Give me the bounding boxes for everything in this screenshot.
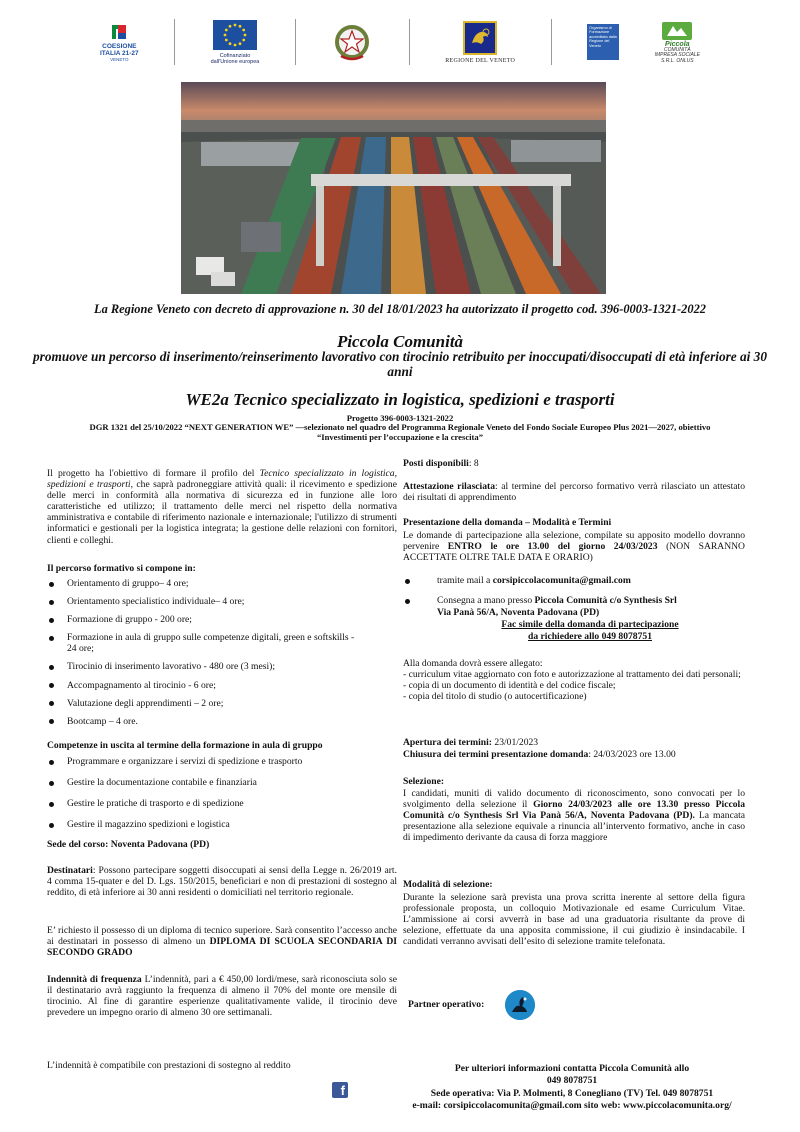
repubblica-emblem	[331, 14, 373, 70]
pc-line1: Piccola	[665, 41, 690, 48]
coesione-line2: ITALIA 21-27	[100, 50, 139, 57]
list-item: Gestire il magazzino spedizioni e logistica	[47, 819, 397, 830]
divider	[551, 19, 552, 65]
submission-list	[403, 575, 745, 606]
organismo-formazione-logo	[587, 14, 619, 70]
allegato-title: Alla domanda dovrà essere allegato:	[403, 658, 543, 669]
logo-strip	[100, 14, 700, 70]
apertura-value: 23/01/2023	[492, 737, 539, 748]
list-item: Gestire la documentazione contabile e finanziaria	[47, 777, 397, 788]
posti-value: : 8	[468, 458, 479, 469]
list-item: Gestire le pratiche di trasporto e di spedizione	[47, 798, 397, 809]
modalita-paragraph: Durante la selezione sarà prevista una prova scritta inerente al settore della figura professionale proposta, un colloquio Motivazionale ed esame Curriculum Vitae. L’ammissione ai corsi avverrà in base ad una graduatoria risultante da prove di selezione, effettuate da una apposita commissione, il cui giudizio è insindacabile. I candidati verranno avvisati dell’esito di selezione tramite telefonata.	[403, 892, 745, 948]
coesione-italia-logo	[100, 14, 139, 70]
selezione-paragraph	[403, 788, 745, 843]
divider	[174, 19, 175, 65]
course-title: WE2a Tecnico specializzato in logistica, spedizioni e trasporti	[185, 390, 615, 409]
fac-simile-line1: Fac simile della domanda di partecipazione	[501, 619, 679, 630]
logistics-terminal-photo	[181, 82, 606, 294]
list-item: Programmare e organizzare i servizi di spedizione e trasporto	[47, 756, 397, 767]
percorso-title: Il percorso formativo si compone in:	[47, 563, 196, 574]
coesione-mark-icon	[108, 21, 130, 43]
competenze-title: Competenze in uscita al termine della formazione in aula di gruppo	[47, 740, 323, 751]
presentazione-title: Presentazione della domanda – Modalità e Termini	[403, 517, 612, 528]
italian-emblem-icon	[331, 21, 373, 63]
intro-paragraph	[47, 468, 397, 546]
consegna-address: Via Panà 56/A, Noventa Padovana (PD)	[437, 607, 600, 618]
apertura-label: Apertura dei termini:	[403, 737, 492, 748]
destinatari-paragraph	[47, 865, 397, 898]
project-code: Progetto 396-0003-1321-2022	[346, 413, 454, 423]
chiusura-value: : 24/03/2023 ore 13.00	[588, 749, 676, 760]
dgr-line: DGR 1321 del 25/10/2022 “NEXT GENERATION WE” —selezionato nel quadro del Programma Regionale Veneto del Fondo Sociale Europeo Plus 2021—2027, obiettivo “Investimenti per l’occupazione e la crescita”	[89, 422, 711, 442]
percorso-list	[47, 578, 397, 727]
piccola-comunita-mark-icon	[658, 20, 696, 42]
destinatari-label: Destinatari	[47, 865, 93, 876]
indennita-text: L’indennità, pari a € 450,00 lordi/mese, sarà riconosciuta solo se il destinatario avrà raggiunto la frequenza di almeno il 70% del monte ore mensile di tirocinio. Al fine di garantire esperienze qualitativamente valide, il tirocinio deve prevedere un impegno orario di almeno 30 ore settimanali.	[47, 974, 397, 1019]
intro-text-a: Il progetto ha l'obiettivo di formare il profilo del	[47, 468, 260, 479]
allegato-item: - curriculum vitae aggiornato con foto e autorizzazione al trattamento dei dati personali;	[403, 669, 741, 681]
mail-address-link[interactable]: corsipiccolacomunita@gmail.com	[492, 575, 631, 586]
competenze-list	[47, 756, 397, 830]
list-item: Tirocinio di inserimento lavorativo - 480 ore (3 mesi);	[47, 661, 397, 672]
promo-subtitle: promuove un percorso di inserimento/reinserimento lavorativo con tirocinio retribuito per inoccupati/disoccupati di età inferiore ai 30 anni	[33, 349, 767, 379]
diploma-requirement: DIPLOMA DI SCUOLA SECONDARIA DI SECONDO GRADO	[47, 936, 397, 959]
selezione-text-c: La mancata presentazione alla selezione equivale a rinuncia all’intervento formativo, anche in caso di impedimento derivante da causa di forza maggiore	[403, 810, 746, 844]
allegato-item: - copia di un documento di identità e del codice fiscale;	[403, 680, 616, 692]
regione-veneto-logo	[445, 14, 515, 70]
authorization-line: La Regione Veneto con decreto di approvazione n. 30 del 18/01/2023 ha autorizzato il progetto cod. 396-0003-1321-2022	[94, 302, 706, 316]
pc-line4: S.R.L. ONLUS	[661, 57, 694, 64]
presentazione-text-c: (NON SARANNO ACCETTATE OLTRE TALE DATA E ORARIO)	[403, 541, 745, 564]
presentazione-text-a: Le domande di partecipazione alla selezione, compilate su apposito modello dovranno pervenire	[403, 530, 745, 553]
list-item: Bootcamp – 4 ore.	[47, 716, 397, 727]
sede-label: Sede del corso:	[47, 839, 109, 850]
destinatari-text: : Possono partecipare soggetti disoccupati ai sensi della Legge n. 26/2019 art. 4 comma 15-quater e del D. Lgs. 150/2015, beneficiari e non di prestazioni di sostegno al reddito, di età inferiore ai 30 anni residenti o domiciliati nel territorio regionale.	[47, 865, 397, 899]
attestazione-label: Attestazione rilasciata	[403, 481, 496, 492]
eu-logo	[211, 14, 260, 70]
attestazione-text: : al termine del percorso formativo verrà rilasciato un attestato dei risultati di apprendimento	[403, 481, 745, 504]
mail-label: tramite mail a	[437, 575, 493, 586]
partner-label: Partner operativo:	[408, 999, 485, 1010]
facebook-icon[interactable]: f	[332, 1082, 348, 1098]
divider	[295, 19, 296, 65]
footer-info-line1: Per ulteriori informazioni contatta Piccola Comunità allo	[454, 1063, 690, 1074]
sede-corso	[47, 839, 397, 850]
posti-disponibili	[403, 458, 745, 469]
synthesis-partner-logo	[505, 990, 535, 1020]
sede-value: Noventa Padovana (PD)	[108, 839, 210, 850]
coesione-line3: VENETO	[110, 57, 129, 62]
chiusura-label: Chiusura dei termini presentazione domanda	[403, 749, 589, 760]
diploma-paragraph	[47, 925, 397, 958]
intro-text-c: , che saprà padroneggiare attività quali: il ricevimento e spedizione delle merci in conformità alla normativa di sicurezza ed in funzione alle loro caratteristiche ed utilizzo; il trattamento delle merci nel rispetto della normativa amministrativa e contabile di riferimento nazionale e internazionale; l'utilizzo di strumenti informatici e gestionali per la logistica integrata; la gestione delle relazioni con fornitori, clienti e colleghi.	[47, 479, 397, 546]
footer-sede-line: Sede operativa: Via P. Molmenti, 8 Conegliano (TV) Tel. 049 8078751	[430, 1088, 714, 1099]
modalita-title: Modalità di selezione:	[403, 879, 493, 890]
allegato-item: - copia del titolo di studio (o autocertificazione)	[403, 691, 587, 703]
indennita-paragraph	[47, 974, 397, 1018]
fac-simile-line2: da richiedere allo 049 8078751	[528, 631, 652, 642]
pc-line3: IMPRESA SOCIALE	[654, 52, 700, 58]
attestazione-paragraph	[403, 481, 745, 503]
allegato-block	[403, 658, 745, 702]
presentazione-paragraph	[403, 530, 745, 563]
list-item: Formazione di gruppo - 200 ore;	[47, 614, 397, 625]
pc-line2: COMUNITÀ	[663, 46, 691, 53]
compatibility-note: L’indennità è compatibile con prestazioni di sostegno al reddito	[47, 1060, 291, 1071]
eu-caption-line2: dall'Unione europea	[210, 58, 260, 65]
list-item: Formazione in aula di gruppo sulle competenze digitali, green e softskills - 24 ore;	[47, 632, 397, 654]
presentazione-deadline: ENTRO le ore 13.00 del giorno 24/03/2023	[447, 541, 658, 553]
indennita-label: Indennità di frequenza	[47, 974, 142, 985]
divider	[409, 19, 410, 65]
list-item: Orientamento di gruppo– 4 ore;	[47, 578, 397, 589]
selezione-title: Selezione:	[403, 776, 445, 787]
selezione-text-a: I candidati, muniti di valido documento di riconoscimento, sono convocati per lo svolgimento della selezione il	[403, 788, 745, 811]
consegna-name: Piccola Comunità c/o Synthesis Srl	[534, 595, 677, 607]
consegna-label: Consegna a mano presso	[437, 595, 535, 607]
piccola-comunita-logo	[655, 14, 700, 70]
footer-email-line[interactable]: e-mail: corsipiccolacomunita@gmail.com sito web: www.piccolacomunita.org/	[412, 1100, 732, 1111]
list-item: Orientamento specialistico individuale– 4 ore;	[47, 596, 397, 607]
posti-label: Posti disponibili	[403, 458, 469, 469]
eu-caption-line1: Cofinanziato	[219, 52, 251, 59]
apertura-termini	[403, 737, 745, 748]
coesione-line1: COESIONE	[102, 43, 137, 50]
footer-info-line2: 049 8078751	[546, 1075, 598, 1086]
footer-contacts	[372, 1063, 772, 1112]
eu-flag-icon	[213, 20, 257, 50]
percorso-list-wrap	[47, 578, 397, 727]
list-item	[403, 595, 745, 606]
chiusura-termini	[403, 749, 745, 760]
competenze-list-wrap	[47, 756, 397, 830]
list-item: Accompagnamento al tirocinio - 6 ore;	[47, 680, 397, 691]
diploma-text: E’ richiesto il possesso di un diploma di tecnico superiore. Sarà consentito l’accesso anche ai destinatari in possesso di almeno un	[47, 925, 397, 948]
list-item	[403, 575, 745, 586]
intro-profile-name: Tecnico specializzato in logistica, spedizioni e trasporti	[47, 468, 397, 491]
regione-caption: REGIONE DEL VENETO	[445, 57, 516, 64]
list-item: Valutazione degli apprendimenti – 2 ore;	[47, 698, 397, 709]
organismo-text: Organismo di Formazione accreditato dalla Regione del Veneto	[587, 24, 619, 60]
organization-title: Piccola Comunità	[336, 332, 464, 351]
selezione-date-place: Giorno 24/03/2023 alle ore 13.30 presso Piccola Comunità c/o Synthesis Srl Via Panà 56/A, Noventa Padovana (PD).	[403, 799, 745, 822]
submission-methods	[403, 575, 745, 606]
lion-of-st-mark-icon	[463, 21, 497, 55]
